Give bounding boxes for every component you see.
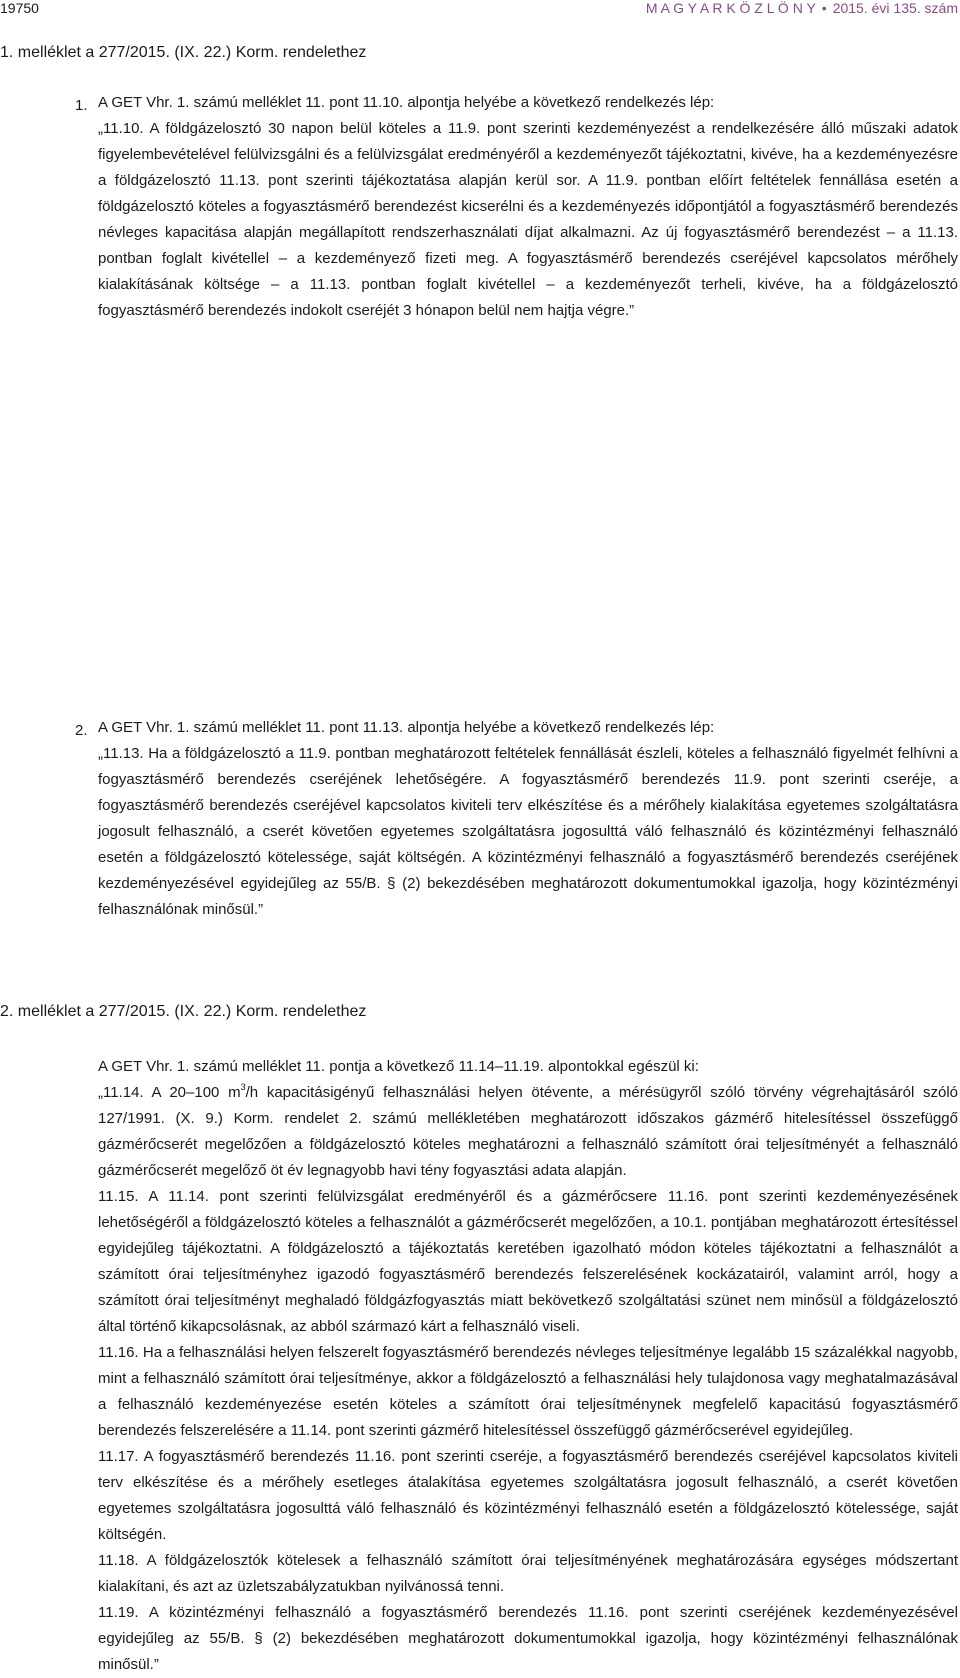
subpoint-11-19: 11.19. A közintézményi felhasználó a fogyasztásmérő berendezés 11.16. pont szerinti cseréjének kezdeményezésével egyidejűleg az 55/B. § (2) bekezdésében meghatározott dokumentumokkal igazolja, hogy közintézményi felhasználónak minősül.” (98, 1604, 958, 1673)
annex-1-title: 1. melléklet a 277/2015. (IX. 22.) Korm. rendelethez (0, 44, 367, 61)
publication-info (646, 0, 958, 16)
publication-name: M A G Y A R K Ö Z L Ö N Y (645, 0, 816, 16)
item-1-intro: A GET Vhr. 1. számú melléklet 11. pont 11.10. alpontja helyébe a következő rendelkezés lép: (98, 94, 715, 111)
item-1-block (98, 90, 958, 324)
subpoint-11-14: „11.14. A 20–100 $m^3/h$ kapacitásigényű felhasználási helyen ötévente, a mérésügyről szóló törvény végrehajtásáról szóló 127/1991. (X. 9.) Korm. rendelet 2. számú mellékletében meghatározott időszakos gázmérő hitelesítéssel összefüggő gázmérőcserét megelőzően a földgázelosztó köteles meghatározni a felhasználó számított órai teljesítményét a felhasználó gázmérőcserét megelőző öt év legnagyobb havi tény fogyasztási adata alapján. (98, 1082, 958, 1179)
annex-2-intro: A GET Vhr. 1. számú melléklet 11. pontja a következő 11.14–11.19. alpontokkal egészül ki: (98, 1058, 699, 1075)
annex-2-title: 2. melléklet a 277/2015. (IX. 22.) Korm. rendelethez (0, 1003, 367, 1020)
annex-2-block (98, 1054, 958, 1678)
item-2-block (98, 715, 958, 923)
item-1-text: „11.10. A földgázelosztó 30 napon belül köteles a 11.9. pont szerinti kezdeményezést a rendelkezésére álló műszaki adatok figyelembevételével felülvizsgálni és a felülvizsgálat eredményéről a kezdeményezőt tájékoztatni, kivéve, ha a kezdeményezésre a földgázelosztó 11.13. pont szerinti tájékoztatása alapján kerül sor. A 11.9. pontban előírt feltételek fennállása esetén a földgázelosztó köteles a fogyasztásmérő berendezést kicserélni és a kezdeményezés időpontjától a fogyasztásmérő berendezés névleges kapacitása alapján megállapított rendszerhasználati díjat alkalmazni. Az új fogyasztásmérő berendezést – a 11.13. pontban foglalt kivétellel – a kezdeményező fizeti meg. A fogyasztásmérő berendezés cseréjével kapcsolatos mérőhely kialakításának költsége – a 11.13. pontban foglalt kivétellel – a kezdeményezőt terheli, kivéve, ha a földgázelosztó fogyasztásmérő berendezés indokolt cseréjét 3 hónapon belül nem hajtja végre.” (98, 120, 959, 319)
page-number: 19750 (0, 0, 39, 16)
issue-number: 2015. évi 135. szám (832, 0, 958, 16)
subpoint-11-16: 11.16. Ha a felhasználási helyen felszerelt fogyasztásmérő berendezés névleges teljesítménye legalább 15 százalékkal nagyobb, mint a felhasználó számított órai teljesítménye, akkor a földgázelosztó a felhasználási hely tulajdonosa vagy meghatalmazásával a felhasználó kezdeményezése esetén köteles a számított órai teljesítménynek megfelelő kapacitású fogyasztásmérő berendezés felszerelésére a 11.14. pont szerinti gázmérő hitelesítéssel összefüggő gázmérőcserével egyidejűleg. (98, 1344, 958, 1439)
subpoint-11-18: 11.18. A földgázelosztók kötelesek a felhasználó számított órai teljesítményének meghatározására egységes módszertant kialakítani, és azt az üzletszabályzatukban nyilvánossá tenni. (98, 1552, 958, 1595)
item-2-intro: A GET Vhr. 1. számú melléklet 11. pont 11.13. alpontja helyébe a következő rendelkezés lép: (98, 719, 715, 736)
separator-bullet: • (821, 0, 827, 16)
page-header (0, 0, 960, 20)
subpoint-11-17: 11.17. A fogyasztásmérő berendezés 11.16. pont szerinti cseréje, a fogyasztásmérő berendezés cseréjével kapcsolatos kiviteli terv elkészítése és a mérőhely esetleges átalakítása egyetemes szolgáltatásra jogosult felhasználó, a cserét követően egyetemes szolgáltatásra jogosulttá váló felhasználó és közintézményi felhasználó esetén a földgázelosztó kötelessége, saját költségén. (98, 1448, 958, 1543)
item-1-number: 1. (75, 97, 88, 114)
item-2-text: „11.13. Ha a földgázelosztó a 11.9. pontban meghatározott feltételek fennállását észleli, köteles a felhasználó figyelmét felhívni a fogyasztásmérő berendezés cseréjének lehetőségére. A fogyasztásmérő berendezés 11.9. pont szerinti cseréje, a fogyasztásmérő berendezés cseréjével kapcsolatos kiviteli terv elkészítése és a mérőhely kialakítása egyetemes szolgáltatásra jogosult felhasználó, a cserét követően egyetemes szolgáltatásra jogosulttá váló felhasználó és közintézményi felhasználó esetén a földgázelosztó kötelessége, saját költségén. A közintézményi felhasználó a fogyasztásmérő berendezés cseréjének kezdeményezésével egyidejűleg az 55/B. § (2) bekezdésében meghatározott dokumentumokkal igazolja, hogy közintézményi felhasználónak minősül.” (98, 745, 958, 918)
item-2-number: 2. (75, 722, 88, 739)
subpoint-11-15: 11.15. A 11.14. pont szerinti felülvizsgálat eredményéről és a gázmérőcsere 11.16. pont szerinti kezdeményezésének lehetőségéről a földgázelosztó köteles a felhasználót a gázmérőcserét megelőzően, a 10.1. pontjában meghatározott értesítéssel egyidejűleg tájékoztatni. A földgázelosztó a tájékoztatás keretében igazolható módon köteles tájékoztatni a felhasználót a számított órai teljesítményhez igazodó fogyasztásmérő berendezés felszerelésének kockázatairól, valamint arról, hogy a számított órai teljesítményt meghaladó földgázfogyasztás miatt bekövetkező szolgáltatási szünet nem minősül a földgázelosztó által történő kikapcsolásnak, az abból származó kárt a felhasználó viseli. (98, 1188, 958, 1335)
